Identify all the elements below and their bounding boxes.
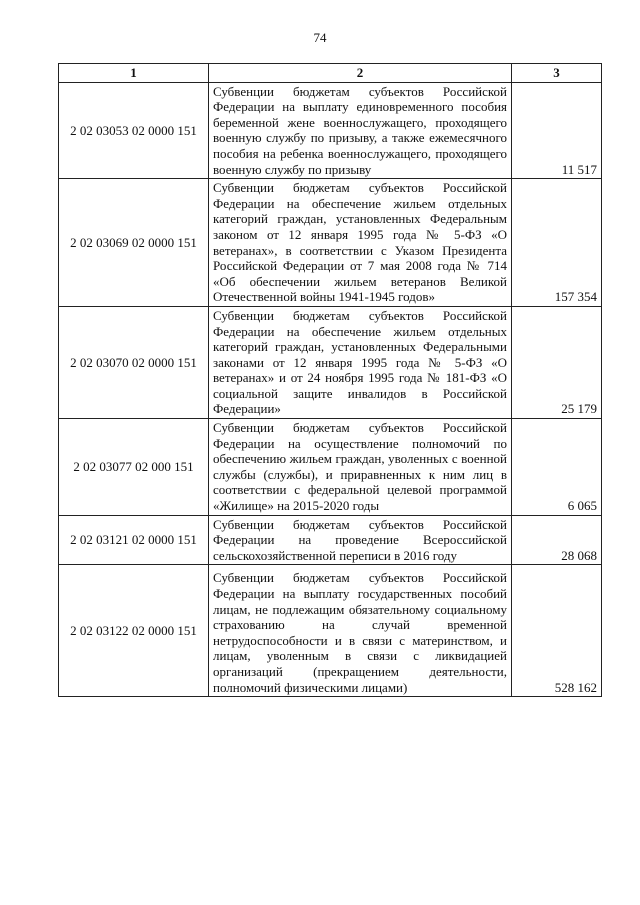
row-amount: 6 065 <box>512 419 602 516</box>
table-row <box>59 565 602 697</box>
budget-code: 2 02 03069 02 0000 151 <box>59 179 209 307</box>
page-number: 74 <box>313 30 327 45</box>
table-row <box>59 179 602 307</box>
row-description: Субвенции бюджетам субъектов Российской Федерации на проведение Всероссийской сельскохозяйственной переписи в 2016 году <box>209 515 512 565</box>
row-description: Субвенции бюджетам субъектов Российской Федерации на осуществление полномочий по обеспечению жильем граждан, уволенных с военной службы (службы), и приравненных к ним лиц в соответствии с федеральной целевой программой «Жилище» на 2015-2020 годы <box>209 419 512 516</box>
row-description-text: Субвенции бюджетам субъектов Российской Федерации на выплату государственных пособий лицам, не подлежащим обязательному социальному страхованию на случай временной нетрудоспособности и в связи с материнством, и лицам, уволенным в связи с ликвидацией организаций (прекращением деятельности, полномочий физическими лицами) <box>213 570 507 695</box>
row-amount: 157 354 <box>512 179 602 307</box>
row-amount: 25 179 <box>512 306 602 418</box>
row-description: Субвенции бюджетам субъектов Российской Федерации на обеспечение жильем отдельных категорий граждан, установленных Федеральными законами от 12 января 1995 года № 5-ФЗ «О ветеранах» и от 24 ноября 1995 года № 181-ФЗ «О социальной защите инвалидов в Российской Федерации» <box>209 306 512 418</box>
table-row <box>59 82 602 179</box>
table-header-row <box>59 64 602 83</box>
table-row <box>59 419 602 516</box>
table-row <box>59 515 602 565</box>
row-amount: 528 162 <box>512 565 602 697</box>
row-amount: 28 068 <box>512 515 602 565</box>
budget-code: 2 02 03077 02 000 151 <box>59 419 209 516</box>
row-description <box>209 565 512 697</box>
budget-code: 2 02 03070 02 0000 151 <box>59 306 209 418</box>
table-row <box>59 306 602 418</box>
budget-code: 2 02 03121 02 0000 151 <box>59 515 209 565</box>
column-header-1: 1 <box>59 64 209 83</box>
budget-code: 2 02 03053 02 0000 151 <box>59 82 209 179</box>
budget-table <box>58 63 602 697</box>
column-header-2: 2 <box>209 64 512 83</box>
row-description: Субвенции бюджетам субъектов Российской Федерации на обеспечение жильем отдельных категорий граждан, установленных Федеральным законом от 12 января 1995 года № 5-ФЗ «О ветеранах», в соответствии с Указом Президента Российской Федерации от 7 мая 2008 года № 714 «Об обеспечении жильем ветеранов Великой Отечественной войны 1941-1945 годов» <box>209 179 512 307</box>
row-description: Субвенции бюджетам субъектов Российской Федерации на выплату единовременного пособия беременной жене военнослужащего, проходящего военную службу по призыву, а также ежемесячного пособия на ребенка военнослужащего, проходящего военную службу по призыву <box>209 82 512 179</box>
row-amount: 11 517 <box>512 82 602 179</box>
budget-code: 2 02 03122 02 0000 151 <box>59 565 209 697</box>
column-header-3: 3 <box>512 64 602 83</box>
